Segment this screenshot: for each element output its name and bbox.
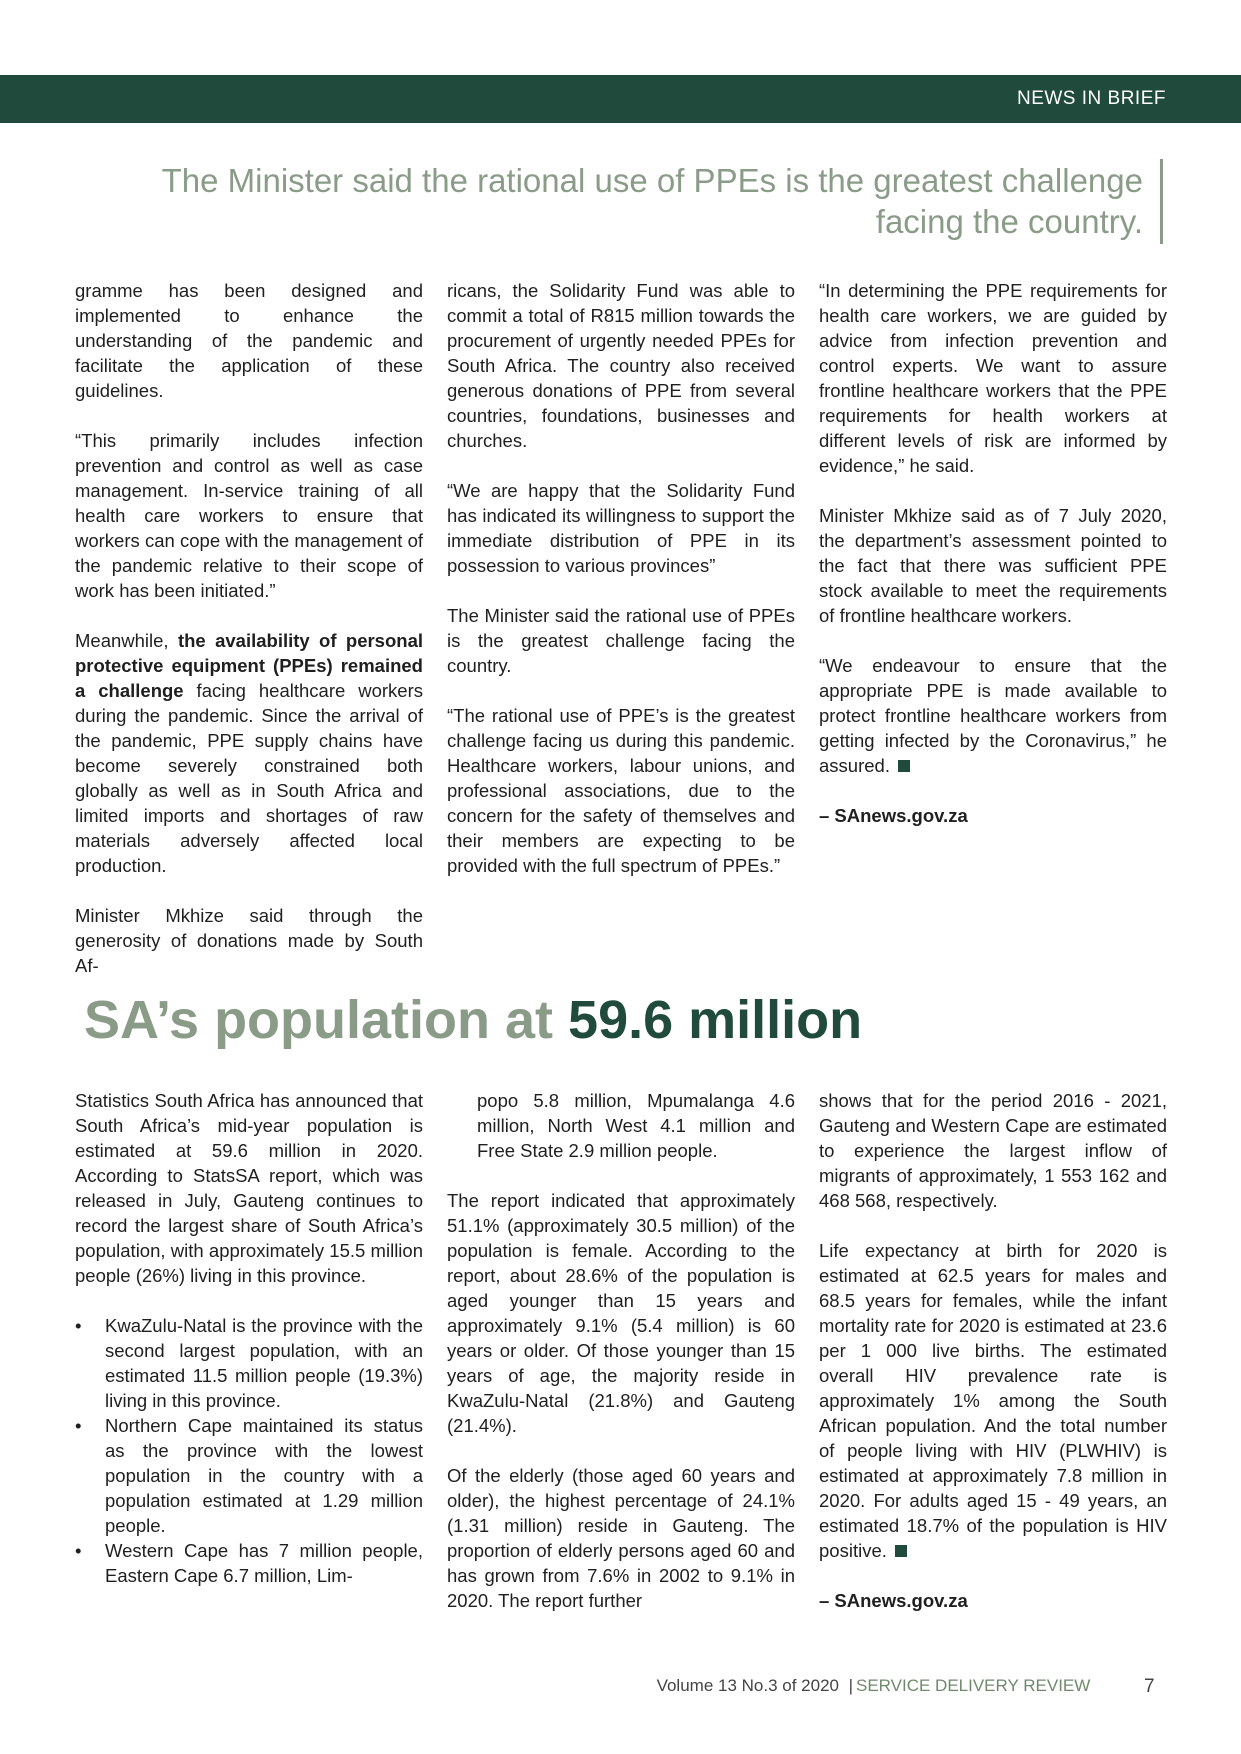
article1-column-2 bbox=[447, 278, 795, 878]
publication-title: SERVICE DELIVERY REVIEW bbox=[856, 1676, 1091, 1695]
paragraph: shows that for the period 2016 - 2021, Gauteng and Western Cape are estimated to experience the largest inflow of migrants of approximately, 1 553 162 and 468 568, respectively. bbox=[819, 1090, 1167, 1211]
list-item: • Western Cape has 7 million people, Eastern Cape 6.7 million, Lim- bbox=[75, 1538, 423, 1588]
bold-emphasis: the availability of personal protective equipment (PPEs) remained a challenge bbox=[75, 630, 423, 701]
article2-column-2 bbox=[447, 1088, 795, 1613]
section-header-band bbox=[0, 75, 1241, 123]
paragraph-rest: facing healthcare workers during the pandemic. Since the arrival of the pandemic, PPE supply chains have become severely constrained both globally as well as in South Africa and limited imports and shortages of raw materials adversely affected local production. bbox=[75, 680, 423, 876]
paragraph: Of the elderly (those aged 60 years and older), the highest percentage of 24.1% (1.31 million) reside in Gauteng. The proportion of elderly persons aged 60 and has grown from 7.6% in 2002 to 9.1% in 2020. The report further bbox=[447, 1465, 795, 1611]
headline-highlight: 59.6 million bbox=[568, 990, 863, 1050]
list-item: • Northern Cape maintained its status as the province with the lowest population in the country with a population estimated at 1.29 million people. bbox=[75, 1413, 423, 1538]
paragraph-text: Life expectancy at birth for 2020 is estimated at 62.5 years for males and 68.5 years for females, while the infant mortality rate for 2020 is estimated at 23.6 per 1 000 live births. The estimated overall HIV prevalence rate is approximately 1% among the South African population. And the total number of people living with HIV (PLWHIV) is estimated at approximately 7.8 million in 2020. For adults aged 15 - 49 years, an estimated 18.7% of the population is HIV positive. bbox=[819, 1240, 1167, 1561]
paragraph: ricans, the Solidarity Fund was able to commit a total of R815 million towards the procurement of urgently needed PPEs for South Africa. The country also received generous donations of PPE from several countries, foundations, businesses and churches. bbox=[447, 280, 795, 451]
paragraph: “This primarily includes infection prevention and control as well as case management. In-service training of all health care workers to ensure that workers can cope with the management of the pandemic relative to their scope of work has been initiated.” bbox=[75, 430, 423, 601]
end-mark-icon bbox=[895, 1545, 907, 1557]
section-label: NEWS IN BRIEF bbox=[1016, 88, 1166, 109]
paragraph: gramme has been designed and implemented to enhance the understanding of the pandemic and facilitate the application of these guidelines. bbox=[75, 280, 423, 401]
province-list bbox=[75, 1313, 423, 1588]
list-continuation: popo 5.8 million, Mpumalanga 4.6 million, North West 4.1 million and Free State 2.9 million people. bbox=[477, 1090, 795, 1161]
paragraph-lead: Meanwhile, bbox=[75, 630, 178, 651]
paragraph: “The rational use of PPE’s is the greatest challenge facing us during this pandemic. Healthcare workers, labour unions, and professional associations, due to the concern for the safety of themselves and their members are expecting to be provided with the full spectrum of PPEs.” bbox=[447, 705, 795, 876]
page-number: 7 bbox=[1144, 1676, 1155, 1697]
pull-quote-rule bbox=[1160, 159, 1163, 244]
headline-lead: SA’s population at bbox=[84, 990, 569, 1050]
paragraph bbox=[819, 1238, 1167, 1563]
paragraph: Minister Mkhize said through the generosity of donations made by South Af- bbox=[75, 905, 423, 976]
article-headline bbox=[84, 987, 862, 1053]
article2-column-3 bbox=[819, 1088, 1167, 1613]
paragraph: Minister Mkhize said as of 7 July 2020, the department’s assessment pointed to the fact that there was sufficient PPE stock available to meet the requirements of frontline healthcare workers. bbox=[819, 505, 1167, 626]
paragraph bbox=[75, 628, 423, 878]
source-credit: – SAnews.gov.za bbox=[819, 805, 968, 826]
pull-quote: The Minister said the rational use of PPEs is the greatest challenge facing the country. bbox=[161, 162, 1143, 240]
article1-column-1 bbox=[75, 278, 423, 978]
paragraph: The Minister said the rational use of PPEs is the greatest challenge facing the country. bbox=[447, 605, 795, 676]
list-item: • KwaZulu-Natal is the province with the second largest population, with an estimated 11.5 million people (19.3%) living in this province. bbox=[75, 1313, 423, 1413]
paragraph: “In determining the PPE requirements for health care workers, we are guided by advice from infection prevention and control experts. We want to assure frontline healthcare workers that the PPE requirements for health workers at different levels of risk are informed by evidence,” he said. bbox=[819, 280, 1167, 476]
footer-separator: | bbox=[848, 1676, 853, 1695]
end-mark-icon bbox=[898, 760, 910, 772]
source-credit: – SAnews.gov.za bbox=[819, 1590, 968, 1611]
paragraph: The report indicated that approximately 51.1% (approximately 30.5 million) of the population is female. According to the report, about 28.6% of the population is aged younger than 15 years and approximately 9.1% (5.4 million) is 60 years or older. Of those younger than 15 years of age, the majority reside in KwaZulu-Natal (21.8%) and Gauteng (21.4%). bbox=[447, 1190, 795, 1436]
paragraph: “We are happy that the Solidarity Fund has indicated its willingness to support the immediate distribution of PPE in its possession to various provinces” bbox=[447, 480, 795, 576]
article2-column-1 bbox=[75, 1088, 423, 1588]
paragraph-text: “We endeavour to ensure that the appropriate PPE is made available to protect frontline healthcare workers from getting infected by the Coronavirus,” he assured. bbox=[819, 655, 1167, 776]
issue-info: Volume 13 No.3 of 2020 bbox=[656, 1676, 839, 1695]
article1-column-3 bbox=[819, 278, 1167, 828]
paragraph: Statistics South Africa has announced that South Africa’s mid-year population is estimated at 59.6 million in 2020. According to StatsSA report, which was released in July, Gauteng continues to record the largest share of South Africa’s population, with approximately 15.5 million people (26%) living in this province. bbox=[75, 1090, 423, 1286]
paragraph bbox=[819, 653, 1167, 778]
